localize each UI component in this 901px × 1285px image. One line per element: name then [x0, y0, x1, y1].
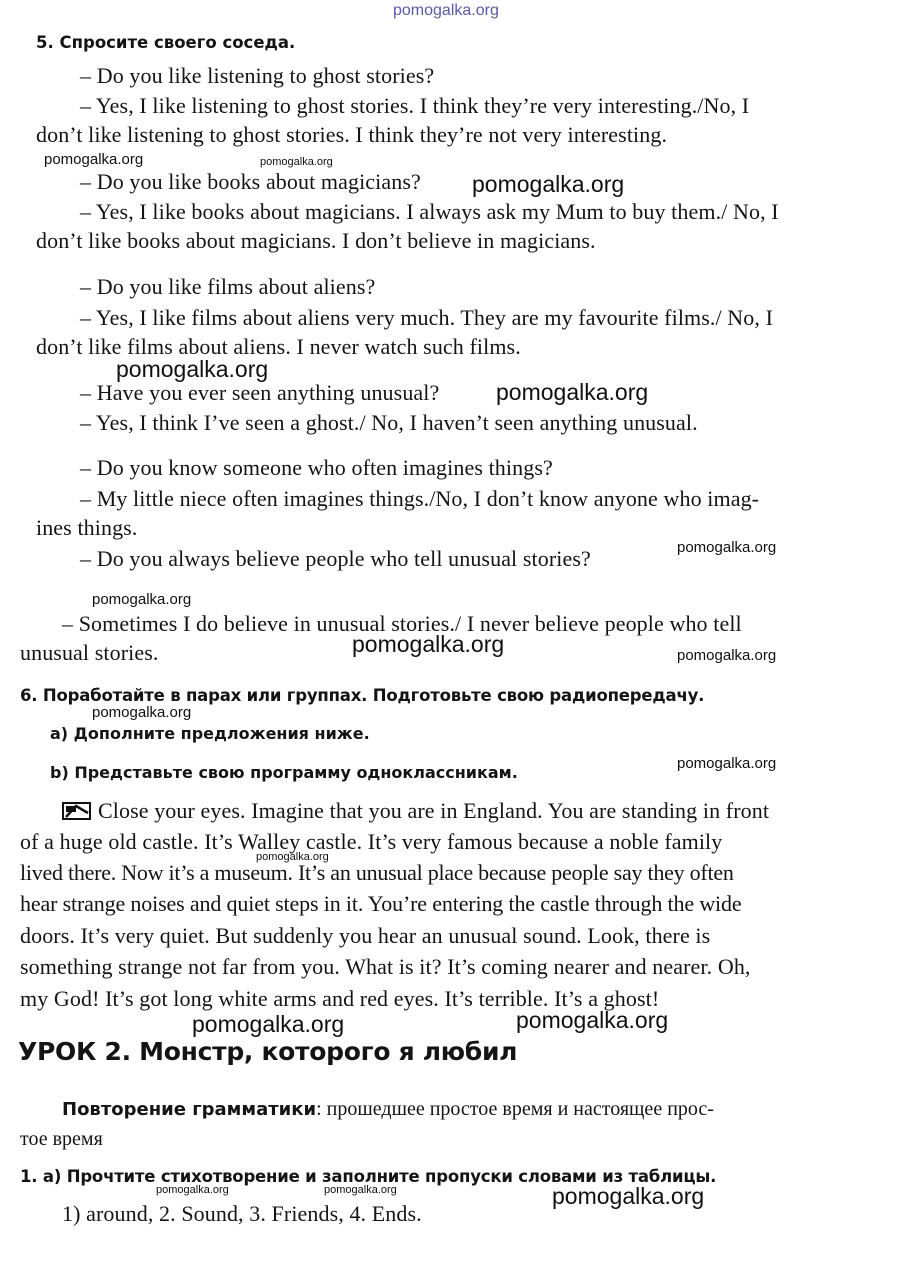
section6-heading: 6. Поработайте в парах или группах. Подготовьте свою радиопередачу.: [20, 686, 705, 705]
dialog-line: – Do you like books about magicians?: [80, 169, 421, 194]
watermark: pomogalka.org: [472, 171, 625, 197]
grammar-line-continued: тое время: [20, 1128, 103, 1150]
watermark: pomogalka.org: [677, 755, 777, 772]
dialog-line: – Yes, I like listening to ghost stories. I think they’re very interesting./No, I: [80, 93, 750, 118]
dialog-line: ines things.: [36, 515, 138, 540]
dialog-line: – Yes, I like films about aliens very much. They are my favourite films./ No, I: [80, 305, 774, 330]
lesson-title: УРОК 2. Монстр, которого я любил: [18, 1037, 518, 1066]
story-line: my God! It’s got long white arms and red eyes. It’s terrible. It’s a ghost!: [20, 986, 660, 1011]
section6-sub-b: b) Представьте свою программу одноклассникам.: [50, 763, 518, 782]
watermark: pomogalka.org: [256, 851, 329, 863]
dialog-line: – Do you always believe people who tell unusual stories?: [80, 546, 591, 571]
dialog-line: don’t like films about aliens. I never watch such films.: [36, 334, 521, 359]
dialog-line: – My little niece often imagines things./No, I don’t know anyone who imag-: [80, 486, 760, 511]
watermark: pomogalka.org: [496, 379, 649, 405]
section6-sub-a: a) Дополните предложения ниже.: [50, 724, 370, 743]
dialog-line: – Have you ever seen anything unusual?: [80, 380, 440, 405]
audio-cassette-icon: [62, 799, 92, 829]
dialog-line: don’t like listening to ghost stories. I think they’re not very interesting.: [36, 122, 668, 147]
watermark: pomogalka.org: [516, 1007, 669, 1033]
header-watermark: pomogalka.org: [393, 2, 499, 19]
task1-answer: 1) around, 2. Sound, 3. Friends, 4. Ends.: [62, 1201, 422, 1226]
grammar-line: [62, 1095, 714, 1124]
watermark: pomogalka.org: [92, 591, 192, 608]
watermark: pomogalka.org: [260, 156, 333, 168]
dialog-line: – Do you know someone who often imagines things?: [80, 455, 553, 480]
story-line: [62, 796, 769, 829]
watermark: pomogalka.org: [116, 356, 269, 382]
dialog-line: – Do you like films about aliens?: [80, 274, 376, 299]
dialog-line: – Yes, I think I’ve seen a ghost./ No, I haven’t seen anything unusual.: [80, 410, 698, 435]
watermark: pomogalka.org: [677, 539, 777, 556]
watermark: pomogalka.org: [352, 631, 505, 657]
watermark: pomogalka.org: [192, 1011, 345, 1037]
story-line: lived there. Now it’s a museum. It’s an unusual place because people say they often: [20, 860, 734, 885]
section5-heading: 5. Спросите своего соседа.: [36, 33, 296, 52]
watermark: pomogalka.org: [156, 1184, 229, 1196]
story-line: doors. It’s very quiet. But suddenly you hear an unusual sound. Look, there is: [20, 923, 711, 948]
grammar-label: Повторение грамматики: [62, 1099, 317, 1120]
watermark: pomogalka.org: [552, 1183, 705, 1209]
grammar-text: : прошедшее простое время и настоящее прос-: [316, 1098, 714, 1120]
dialog-line: unusual stories.: [20, 640, 159, 665]
task1-heading: 1. a) Прочтите стихотворение и заполните пропуски словами из таблицы.: [20, 1167, 717, 1186]
dialog-line: – Sometimes I do believe in unusual stories./ I never believe people who tell: [62, 611, 742, 636]
story-text: Close your eyes. Imagine that you are in England. You are standing in front: [98, 798, 770, 823]
dialog-line: – Do you like listening to ghost stories?: [80, 63, 435, 88]
watermark: pomogalka.org: [44, 151, 144, 168]
watermark: pomogalka.org: [324, 1184, 397, 1196]
story-line: hear strange noises and quiet steps in it. You’re entering the castle through the wide: [20, 891, 742, 916]
dialog-line: – Yes, I like books about magicians. I always ask my Mum to buy them./ No, I: [80, 199, 779, 224]
watermark: pomogalka.org: [92, 704, 192, 721]
dialog-line: don’t like books about magicians. I don’t believe in magicians.: [36, 228, 596, 253]
story-line: something strange not far from you. What is it? It’s coming nearer and nearer. Oh,: [20, 954, 751, 979]
watermark: pomogalka.org: [677, 647, 777, 664]
story-line: of a huge old castle. It’s Walley castle. It’s very famous because a noble family: [20, 829, 723, 854]
